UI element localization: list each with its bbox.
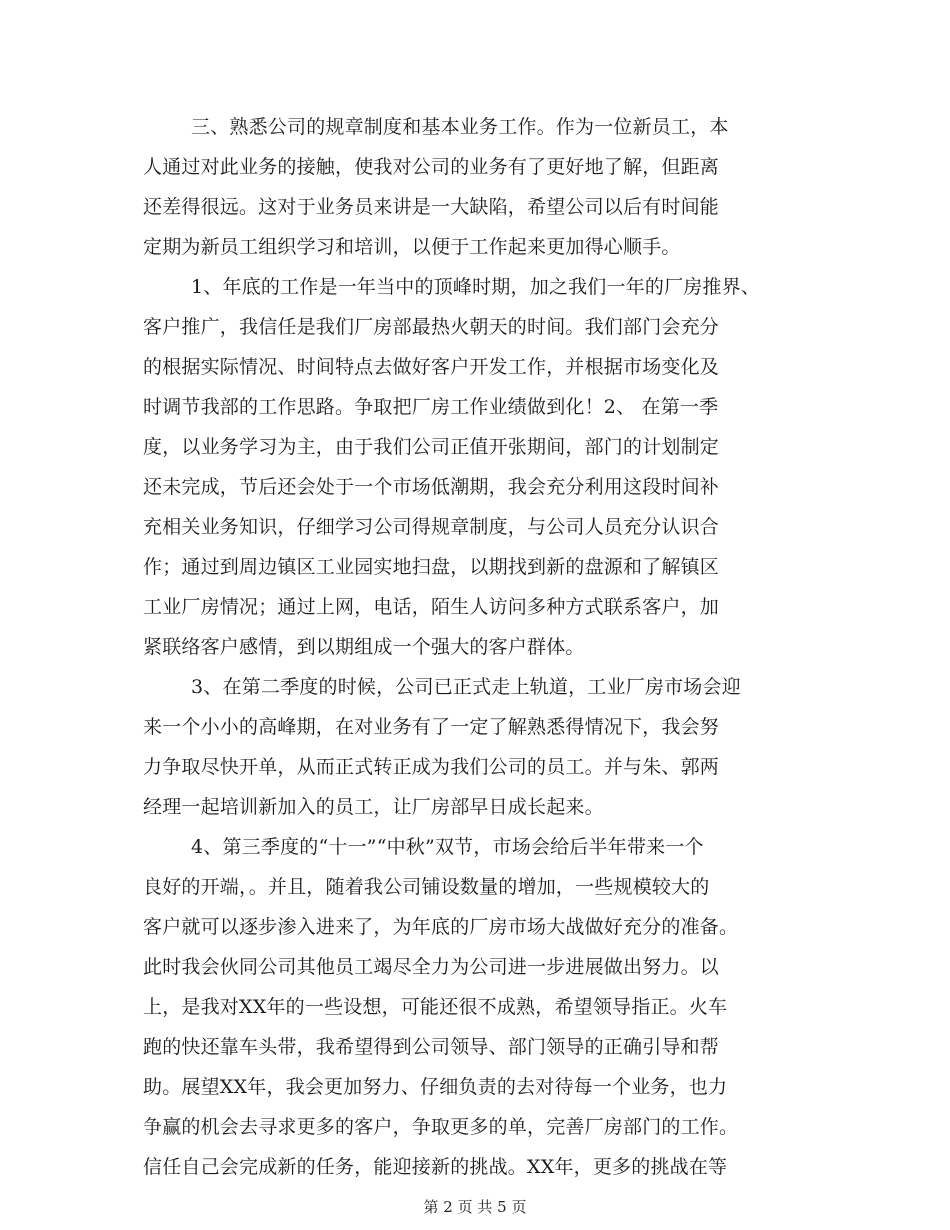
text-line: 上，是我对XX年的一些设想，可能还很不成熟，希望领导指正。火车	[143, 996, 728, 1018]
text-line: 人通过对此业务的接触，使我对公司的业务有了更好地了解，但距离	[143, 156, 720, 178]
text-line: 来一个小小的高峰期，在对业务有了一定了解熟悉得情况下，我会努	[143, 716, 720, 738]
text-line: 定期为新员工组织学习和培训，以便于工作起来更加得心顺手。	[143, 236, 681, 258]
text-line: 的根据实际情况、时间特点去做好客户开发工作，并根据市场变化及	[143, 356, 720, 378]
text-line: 1、年底的工作是一年当中的顶峰时期，加之我们一年的厂房推界、	[191, 276, 761, 298]
text-line: 良好的开端，。并且，随着我公司铺设数量的增加，一些规模较大的	[143, 876, 710, 898]
text-line: 作；通过到周边镇区工业园实地扫盘，以期找到新的盘源和了解镇区	[143, 556, 720, 578]
text-line: 工业厂房情况；通过上网，电话，陌生人访问多种方式联系客户，加	[143, 596, 720, 618]
text-line: 经理一起培训新加入的员工，让厂房部早日成长起来。	[143, 796, 604, 818]
text-line: 客户推广，我信任是我们厂房部最热火朝天的时间。我们部门会充分	[143, 316, 720, 338]
text-line: 三、熟悉公司的规章制度和基本业务工作。作为一位新员工，本	[191, 116, 729, 138]
text-line: 3、在第二季度的时候，公司已正式走上轨道，工业厂房市场会迎	[191, 676, 741, 698]
text-line: 时调节我部的工作思路。争取把厂房工作业绩做到化！2、 在第一季	[143, 396, 719, 418]
text-line: 信任自己会完成新的任务，能迎接新的挑战。XX年，更多的挑战在等	[143, 1156, 728, 1178]
text-line: 还未完成，节后还会处于一个市场低潮期，我会充分利用这段时间补	[143, 476, 720, 498]
text-line: 充相关业务知识，仔细学习公司得规章制度，与公司人员充分认识合	[143, 516, 720, 538]
text-line: 力争取尽快开单，从而正式转正成为我们公司的员工。并与朱、郭两	[143, 756, 720, 778]
text-line: 4、第三季度的“十一”“中秋”双节，市场会给后半年带来一个	[191, 836, 704, 858]
text-line: 争赢的机会去寻求更多的客户，争取更多的单，完善厂房部门的工作。	[143, 1116, 739, 1138]
text-line: 跑的快还靠车头带，我希望得到公司领导、部门领导的正确引导和帮	[143, 1036, 720, 1058]
page-footer: 第 2 页 共 5 页	[423, 1198, 527, 1216]
text-line: 度，以业务学习为主，由于我们公司正值开张期间，部门的计划制定	[143, 436, 720, 458]
text-line: 还差得很远。这对于业务员来讲是一大缺陷，希望公司以后有时间能	[143, 196, 720, 218]
text-line: 此时我会伙同公司其他员工竭尽全力为公司进一步进展做出努力。以	[143, 956, 720, 978]
text-line: 助。展望XX年，我会更加努力、仔细负责的去对待每一个业务，也力	[143, 1076, 728, 1098]
text-line: 客户就可以逐步渗入进来了，为年底的厂房市场大战做好充分的准备。	[143, 916, 739, 938]
text-line: 紧联络客户感情，到以期组成一个强大的客户群体。	[143, 636, 585, 658]
